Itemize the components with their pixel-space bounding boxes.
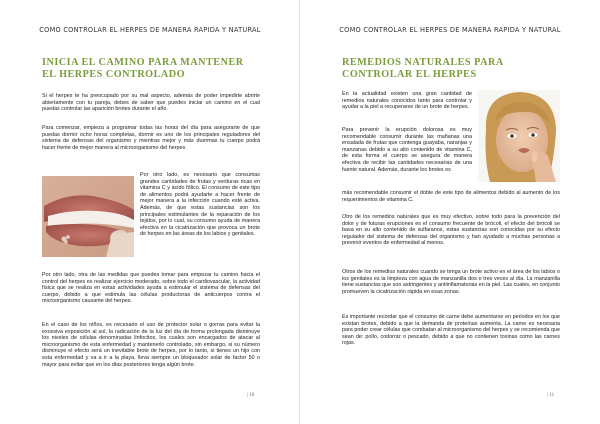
paragraph: Es importante recordar que el consumo de carne debe aumentarse en periodos en los que existan brotes, debido a que la demanda de proteínas aumenta. La carne es necesaria para poder crear células que combatan al microorganismo del herpes y se recomienda que sean de: pollo, codorniz o pescado, debido a que no contienen toxinas como las carnes rojas. [342, 314, 560, 347]
running-header: COMO CONTROLAR EL HERPES DE MANERA RAPIDA Y NATURAL [339, 26, 561, 34]
woman-image-icon [478, 90, 560, 182]
lips-image-icon [42, 176, 134, 257]
paragraph: Otro de los remedios naturales que es muy efectivo, sobre todo para la prevención del dolor y de futuras erupciones es el consumo frecuente de brócoli, el efecto del brócoli se basa en su alto contenido de sulfaranos, estas sustancias son conocidas por su efecto regulador del sistema de defensas del organismo y han ayudado a muchas personas a prevenir eventos de enfermedad al menos. [342, 214, 560, 247]
paragraph: En la actualidad existen una gran cantidad de remedios naturales conocidos tanto para controlar y ayudar a la piel a recuperarse de un brote de herpes. [342, 91, 472, 111]
paragraph: En el caso de los niños, es necesario el uso de protector solar o gorras para evitar la excesiva exposición al sol, la radicación de la luz del día de forma prolongada disminuye los niveles de células denominadas linfocitos, los cuales son encargados de atacar al microorganismo de esta enfermedad y mantenerlo controlado, sin embargo, si su número disminuye el efecto será un inevitable brote de herpes, por lo tanto, si tienes un hijo con esta enfermedad y va a ir a la playa, lleva siempre un bloqueador solar de factor 50 o mayor para evitar que en los días posteriores tenga algún brote. [42, 322, 260, 368]
section-title: REMEDIOS NATURALES PARA CONTROLAR EL HERPES [342, 57, 504, 80]
paragraph: Otros de los remedios naturales cuando se tenga un brote activo en el área de los labios o los genitales es la limpieza con agua de manzanilla dos o tres veces al día. La manzanilla tiene sustancias que son astringentes y antiinflamatorias en la piel. Las cuales, en conjunto promueven la cicatrización rápida en esas zonas. [342, 269, 560, 295]
running-header: COMO CONTROLAR EL HERPES DE MANERA RAPIDA Y NATURAL [39, 26, 261, 34]
paragraph: Por otro lado, es necesario que consumas grandes cantidades de frutas y verduras ricas en vitamina C y ácido fólico. El consumo de este tipo de alimentos podrá ayudarte a hacer frente de mejor manera a la infección cuando esté activa. Además, de que estas sustancias son los principales estimulantes de la reparación de los tejidos, por lo cual, su consumo ayuda de manera efectiva en la cicatrización que provoca un brote de herpes en las áreas de los labios y genitales. [140, 172, 260, 238]
paragraph: Para comenzar, empieza a programar todas las horas del día para asegurarte de que puedas dormir ocho horas completas, dormir es uno de los principales reguladores del sistema de defensas del organismo y mientras mejor y más duermas tu cuerpo podrá hacer frente de mejor manera al microorganismo del herpes. [42, 125, 260, 151]
woman-photo [478, 90, 560, 182]
page-number: | 10 [247, 393, 255, 398]
paragraph: más recomendable consumir el doble de este tipo de alimentos debido al aumento de los requerimientos de vitamina C. [342, 190, 560, 203]
paragraph: Por otro lado, otra de las medidas que puedes tomar para empezar tu camino hacia el control del herpes es realizar ejercicio moderado, sobre todo el cardiovascular, la actividad física que se realiza en estas actividades ayuda a estimular el sistema de defensas del cuerpo, debido a que estimula las células productoras de anticuerpos contra el microorganismo causante del herpes. [42, 272, 260, 305]
lips-photo [42, 176, 134, 257]
paragraph: Para prevenir la erupción dolorosa es muy recomendable consumir durante las mañanas una ensalada de frutas que contenga guayaba, naranjas y manzanas debido a su alto contenido de vitamina C, de esta forma el cuerpo se asegura de manera efectiva de recibir las cantidades necesarias de una fuente natural. Además, durante los brotes es [342, 127, 472, 173]
paragraph: Si el herpes te ha preocupado por su mal aspecto, además de poder impedirte abrirte abiertamente con tu pareja, debes de saber que puedes iniciar un camino en el cual puedas controlar las aparición brotes durante el año. [42, 93, 260, 113]
section-title: INICIA EL CAMINO PARA MANTENER EL HERPES CONTROLADO [42, 57, 244, 80]
page-number: | 11 [547, 393, 555, 398]
right-page [300, 0, 600, 424]
